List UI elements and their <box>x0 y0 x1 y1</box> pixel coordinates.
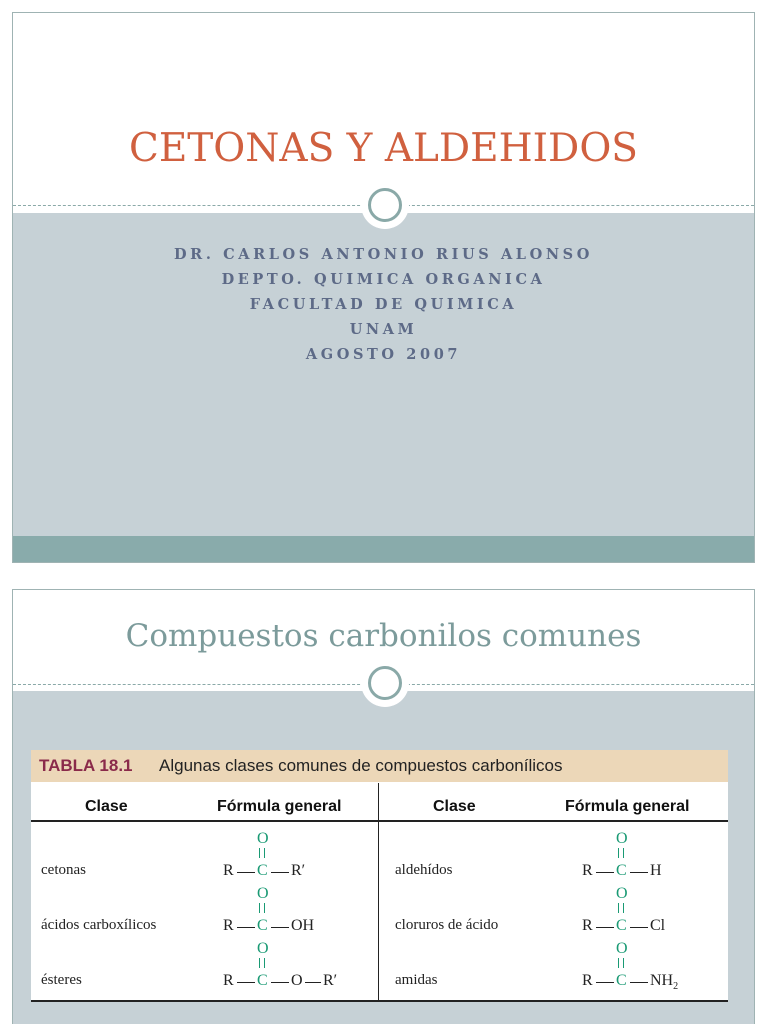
double-bond <box>259 958 265 968</box>
double-bond <box>618 903 624 913</box>
header-formula-left: Fórmula general <box>217 798 342 815</box>
r-group: R <box>582 917 593 934</box>
r-prime-group: R′ <box>323 972 338 989</box>
single-bond <box>630 927 648 928</box>
subtitle-line-date: AGOSTO 2007 <box>305 346 462 363</box>
slide-2 <box>12 589 755 1024</box>
subtitle-line-department: DEPTO. QUIMICA ORGANICA <box>221 271 546 288</box>
slide-1 <box>12 12 755 563</box>
single-bond <box>630 982 648 983</box>
r-group: R <box>223 917 234 934</box>
single-bond <box>237 982 255 983</box>
double-bond <box>618 848 624 858</box>
table-caption-band <box>31 750 728 782</box>
class-aldehidos: aldehídos <box>395 862 453 878</box>
oxygen-atom: O <box>257 940 269 957</box>
bottom-band <box>13 536 754 563</box>
ether-oxygen: O <box>291 972 303 989</box>
class-esteres: ésteres <box>41 972 82 988</box>
carbon-atom: C <box>257 917 268 934</box>
table-caption: Algunas clases comunes de compuestos carbonílicos <box>159 756 563 775</box>
single-bond <box>596 927 614 928</box>
carbonyl-table <box>31 750 728 1002</box>
formula-cetona <box>221 830 351 890</box>
header-clase-right: Clase <box>433 798 476 815</box>
r-group: R <box>223 862 234 879</box>
double-bond <box>259 903 265 913</box>
class-cetonas: cetonas <box>41 862 86 878</box>
single-bond <box>237 927 255 928</box>
bottom-rule <box>31 1000 728 1002</box>
single-bond <box>596 872 614 873</box>
divider-ring-icon <box>361 181 409 229</box>
carbon-atom: C <box>257 862 268 879</box>
subtitle-line-university: UNAM <box>349 321 418 338</box>
slide-title: CETONAS Y ALDEHIDOS <box>128 126 639 171</box>
class-cloruros-de-acido: cloruros de ácido <box>395 917 499 933</box>
chlorine-atom: Cl <box>650 917 666 934</box>
header-rule <box>31 820 728 822</box>
r-group: R <box>223 972 234 989</box>
single-bond <box>596 982 614 983</box>
hydrogen-atom: H <box>650 862 662 879</box>
column-divider <box>378 783 379 1001</box>
amine-subscript: 2 <box>673 981 679 993</box>
carbon-atom: C <box>257 972 268 989</box>
r-group: R <box>582 972 593 989</box>
formula-cloruro-de-acido <box>580 885 710 945</box>
single-bond <box>271 982 289 983</box>
subtitle-line-faculty: FACULTAD DE QUIMICA <box>249 296 518 313</box>
formula-amida <box>580 940 710 1000</box>
single-bond <box>271 872 289 873</box>
table-label: TABLA 18.1 <box>39 756 133 775</box>
formula-aldehido <box>580 830 710 890</box>
header-formula-right: Fórmula general <box>565 798 690 815</box>
single-bond <box>237 872 255 873</box>
formula-acido-carboxilico <box>221 885 351 945</box>
single-bond <box>271 927 289 928</box>
amine-nh: NH <box>650 972 674 989</box>
double-bond <box>618 958 624 968</box>
formula-ester <box>221 940 351 1000</box>
r-group: R <box>582 862 593 879</box>
subtitle-block <box>13 242 754 367</box>
slide-title: Compuestos carbonilos comunes <box>125 618 642 654</box>
carbon-atom: C <box>616 917 627 934</box>
hydroxyl-group: OH <box>291 917 315 934</box>
carbon-atom: C <box>616 972 627 989</box>
carbon-atom: C <box>616 862 627 879</box>
single-bond <box>630 872 648 873</box>
header-clase-left: Clase <box>85 798 128 815</box>
oxygen-atom: O <box>616 940 628 957</box>
oxygen-atom: O <box>616 830 628 847</box>
subtitle-line-author: DR. CARLOS ANTONIO RIUS ALONSO <box>174 246 593 263</box>
class-acidos-carboxilicos: ácidos carboxílicos <box>41 917 157 933</box>
class-amidas: amidas <box>395 972 438 988</box>
oxygen-atom: O <box>257 885 269 902</box>
double-bond <box>259 848 265 858</box>
divider-ring-icon <box>361 659 409 707</box>
r-prime-group: R′ <box>291 862 306 879</box>
amine-group <box>650 972 678 992</box>
oxygen-atom: O <box>616 885 628 902</box>
oxygen-atom: O <box>257 830 269 847</box>
single-bond <box>305 982 321 983</box>
title-area <box>13 13 754 207</box>
